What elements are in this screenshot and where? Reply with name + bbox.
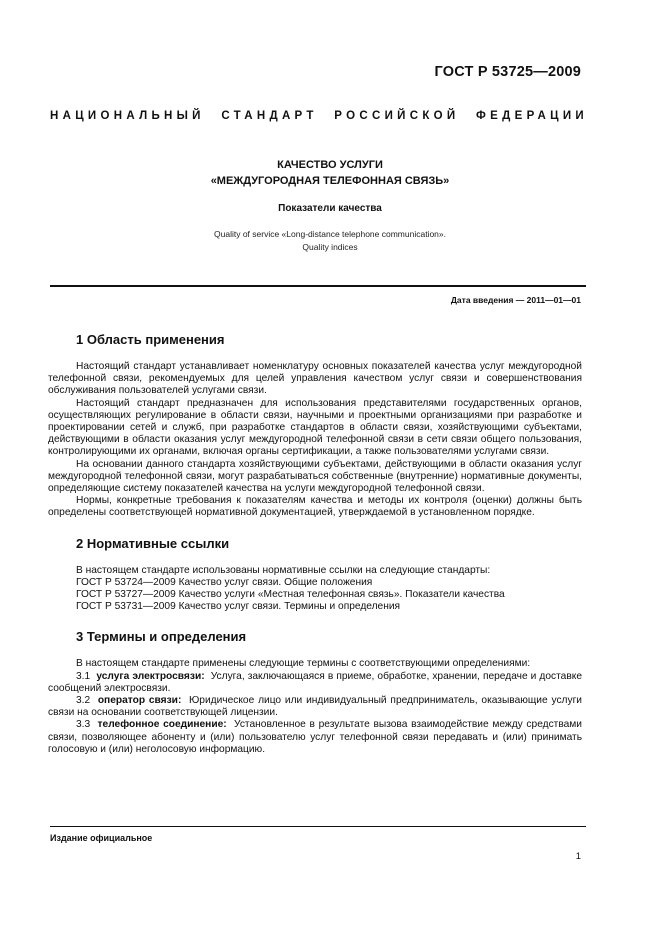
paragraph: Настоящий стандарт предназначен для использования представителями государственных органов, осуществляющих регулирование в области связи, научными и проектными организациями при разработке и проектировании сетей и служб, при разработке стандартов в области связи, хозяйствующими субъектами, действующими в области оказания услуг междугородной телефонной связи в сети связи общего пользования, контролирующими их органами, включая органы сертификации, а также пользователями услугами связи.	[48, 397, 582, 458]
term-definition	[48, 671, 582, 695]
reference-item: ГОСТ Р 53727—2009 Качество услуги «Местная телефонная связь». Показатели качества	[76, 589, 505, 601]
term-name: оператор связи:	[97, 695, 182, 707]
term-number: 3.3	[76, 719, 91, 731]
section-2-heading: 2 Нормативные ссылки	[76, 535, 230, 551]
national-standard-title: НАЦИОНАЛЬНЫЙ СТАНДАРТ РОССИЙСКОЙ ФЕДЕРАЦИИ	[50, 110, 588, 122]
english-title-line-1: Quality of service «Long-distance telephone communication».	[214, 229, 446, 239]
paragraph: Настоящий стандарт устанавливает номенклатуру основных показателей качества услуг междугородной телефонной связи, рекомендуемых для целей управления качеством услуг связи и совершенствования обслуживания пользователей услугами связи.	[48, 361, 582, 397]
title-divider	[50, 285, 586, 287]
paragraph: В настоящем стандарте использованы нормативные ссылки на следующие стандарты:	[76, 564, 491, 576]
paragraph: На основании данного стандарта хозяйствующими субъектами, действующими в области оказания услуг междугородной телефонной связи, могут разрабатываться собственные (внутренние) нормативные документы, определяющие систему показателей качества на услуги междугородной телефонной связи.	[48, 458, 582, 495]
term-name: услуга электросвязи:	[96, 670, 205, 682]
paragraph: Нормы, конкретные требования к показателям качества и методы их контроля (оценки) должны быть определены соответствующей нормативной документацией, утверждаемой в установленном порядке.	[48, 495, 582, 519]
section-1-heading: 1 Область применения	[76, 332, 225, 347]
term-definition	[48, 719, 582, 756]
document-code: ГОСТ Р 53725—2009	[434, 64, 581, 80]
term-number: 3.1	[76, 670, 91, 682]
term-name: телефонное соединение:	[97, 719, 227, 731]
section-1-body	[48, 361, 582, 520]
edition-note: Издание официальное	[50, 833, 153, 843]
document-body	[48, 332, 583, 756]
paragraph: В настоящем стандарте применены следующие термины с соответствующими определениями:	[76, 658, 531, 670]
term-text: Установленное в результате вызова взаимодействие между средствами связи, позволяющее абоненту и (или) пользователю услуг телефонной связи передавать и (или) принимать голосовую и (или) неголосовую информацию.	[48, 719, 583, 755]
title-line-2: «МЕЖДУГОРОДНАЯ ТЕЛЕФОННАЯ СВЯЗЬ»	[210, 175, 450, 187]
term-definition	[48, 695, 582, 719]
term-number: 3.2	[76, 695, 91, 707]
term-text: Юридическое лицо или индивидуальный предприниматель, оказывающие услуги связи на основании соответствующей лицензии.	[48, 695, 582, 719]
reference-item: ГОСТ Р 53724—2009 Качество услуг связи. Общие положения	[76, 576, 373, 588]
english-title-line-2: Quality indices	[302, 242, 358, 252]
english-title	[40, 228, 620, 254]
term-text: Услуга, заключающаяся в приеме, обработке, хранении, передаче и доставке сообщений электросвязи.	[48, 670, 582, 694]
introduction-date: Дата введения — 2011—01—01	[450, 295, 581, 305]
reference-item: ГОСТ Р 53731—2009 Качество услуг связи. Термины и определения	[76, 601, 401, 613]
page-number: 1	[575, 851, 581, 862]
section-2-body	[48, 565, 582, 614]
title-line-1: КАЧЕСТВО УСЛУГИ	[277, 159, 383, 171]
section-3-body	[48, 658, 582, 756]
section-3-heading: 3 Термины и определения	[76, 629, 247, 645]
document-subtitle: Показатели качества	[278, 203, 382, 214]
document-title	[40, 157, 620, 189]
footer-divider	[50, 826, 586, 827]
